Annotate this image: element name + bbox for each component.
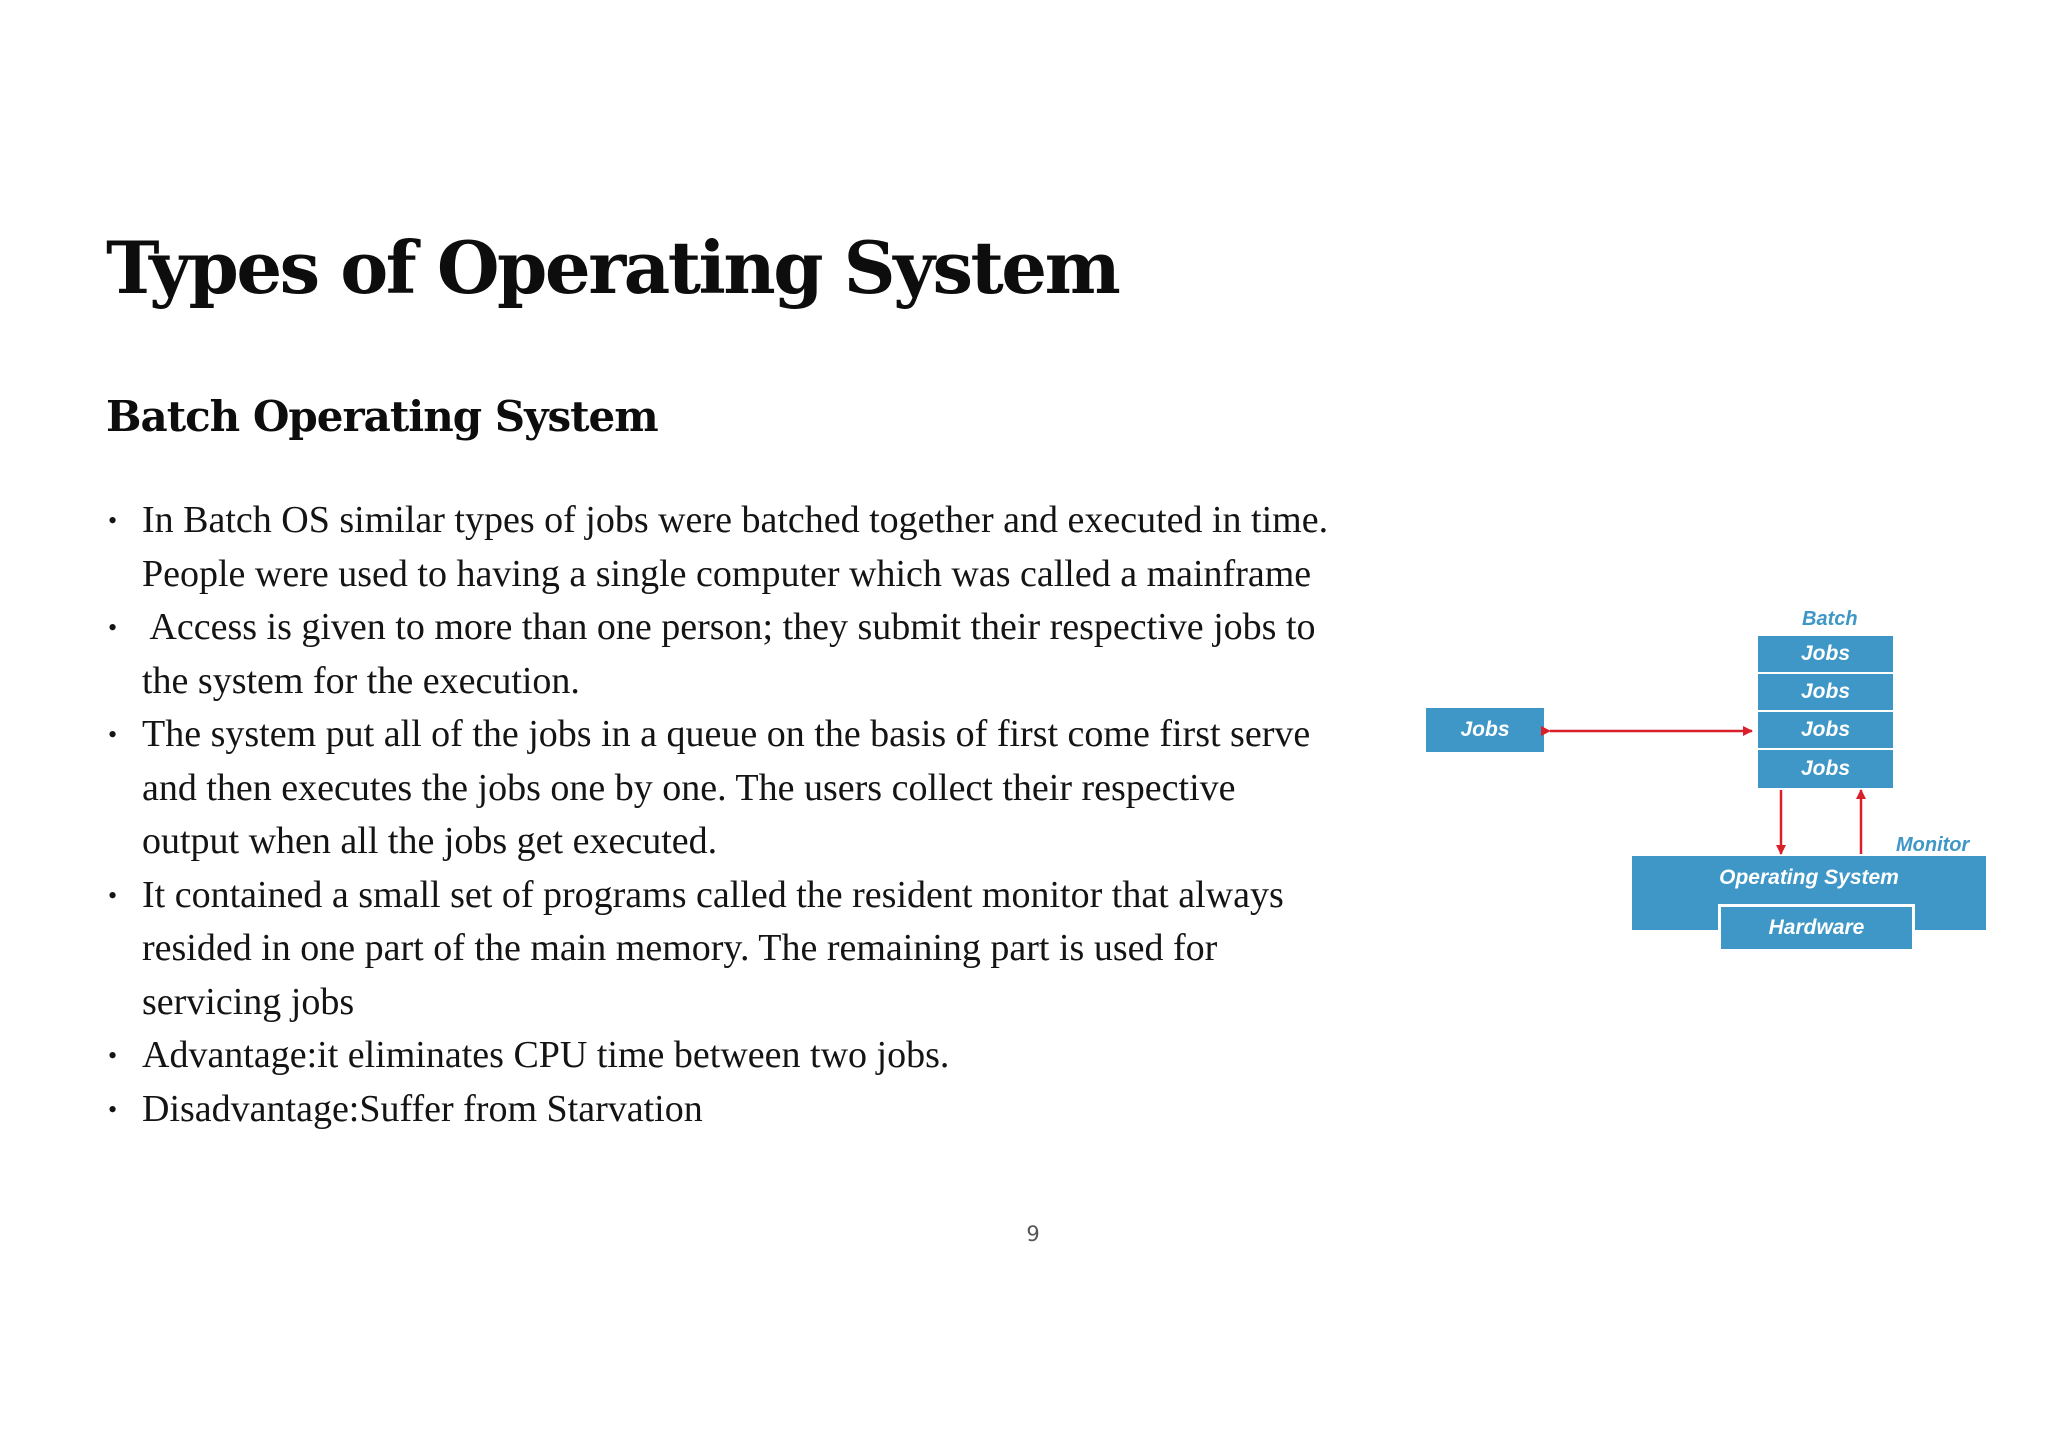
bullet-item (106, 1029, 1436, 1083)
batch-job-box: Jobs (1758, 636, 1893, 672)
section-subtitle: Batch Operating System (106, 392, 658, 441)
input-jobs-box: Jobs (1426, 708, 1544, 752)
batch-job-box: Jobs (1758, 712, 1893, 748)
page-number: 9 (1026, 1222, 1040, 1246)
bullet-line: It contained a small set of programs called the resident monitor that always (142, 873, 1284, 916)
hardware-box: Hardware (1718, 904, 1915, 952)
slide-title: Types of Operating System (106, 225, 1119, 310)
bullet-line: and then executes the jobs one by one. The users collect their respective (142, 766, 1236, 809)
monitor-label: Monitor (1896, 834, 1970, 856)
batch-job-box: Jobs (1758, 674, 1893, 710)
bullet-line: People were used to having a single computer which was called a mainframe (142, 552, 1312, 595)
bullet-dot-icon: • (108, 880, 118, 910)
operating-system-label: Operating System (1719, 866, 1899, 889)
bullet-item (106, 1083, 1436, 1137)
bullet-line: Disadvantage:Suffer from Starvation (142, 1087, 703, 1130)
bullet-list (106, 494, 1436, 1136)
bullet-line: the system for the execution. (142, 659, 580, 702)
bullet-line: Access is given to more than one person; they submit their respective jobs to (142, 606, 1316, 648)
bullet-line: In Batch OS similar types of jobs were batched together and executed in time. (142, 499, 1329, 541)
bullet-item (106, 708, 1436, 869)
bullet-line: output when all the jobs get executed. (142, 820, 718, 862)
bullet-dot-icon: • (108, 1094, 118, 1124)
bullet-line: servicing jobs (142, 980, 355, 1023)
bullet-dot-icon: • (108, 1041, 118, 1070)
bullet-item (106, 494, 1436, 601)
diagram-arrows (1400, 600, 2000, 960)
bullet-dot-icon: • (108, 613, 118, 642)
bullet-line: resided in one part of the main memory. The remaining part is used for (142, 927, 1218, 969)
batch-label: Batch (1802, 608, 1858, 630)
bullet-dot-icon: • (108, 720, 118, 749)
bullet-line: The system put all of the jobs in a queue on the basis of first come first serve (142, 713, 1311, 755)
bullet-item (106, 869, 1436, 1030)
batch-job-box: Jobs (1758, 750, 1893, 788)
bullet-dot-icon: • (108, 506, 118, 535)
bullet-item (106, 601, 1436, 708)
bullet-line: Advantage:it eliminates CPU time between two jobs. (142, 1034, 950, 1076)
